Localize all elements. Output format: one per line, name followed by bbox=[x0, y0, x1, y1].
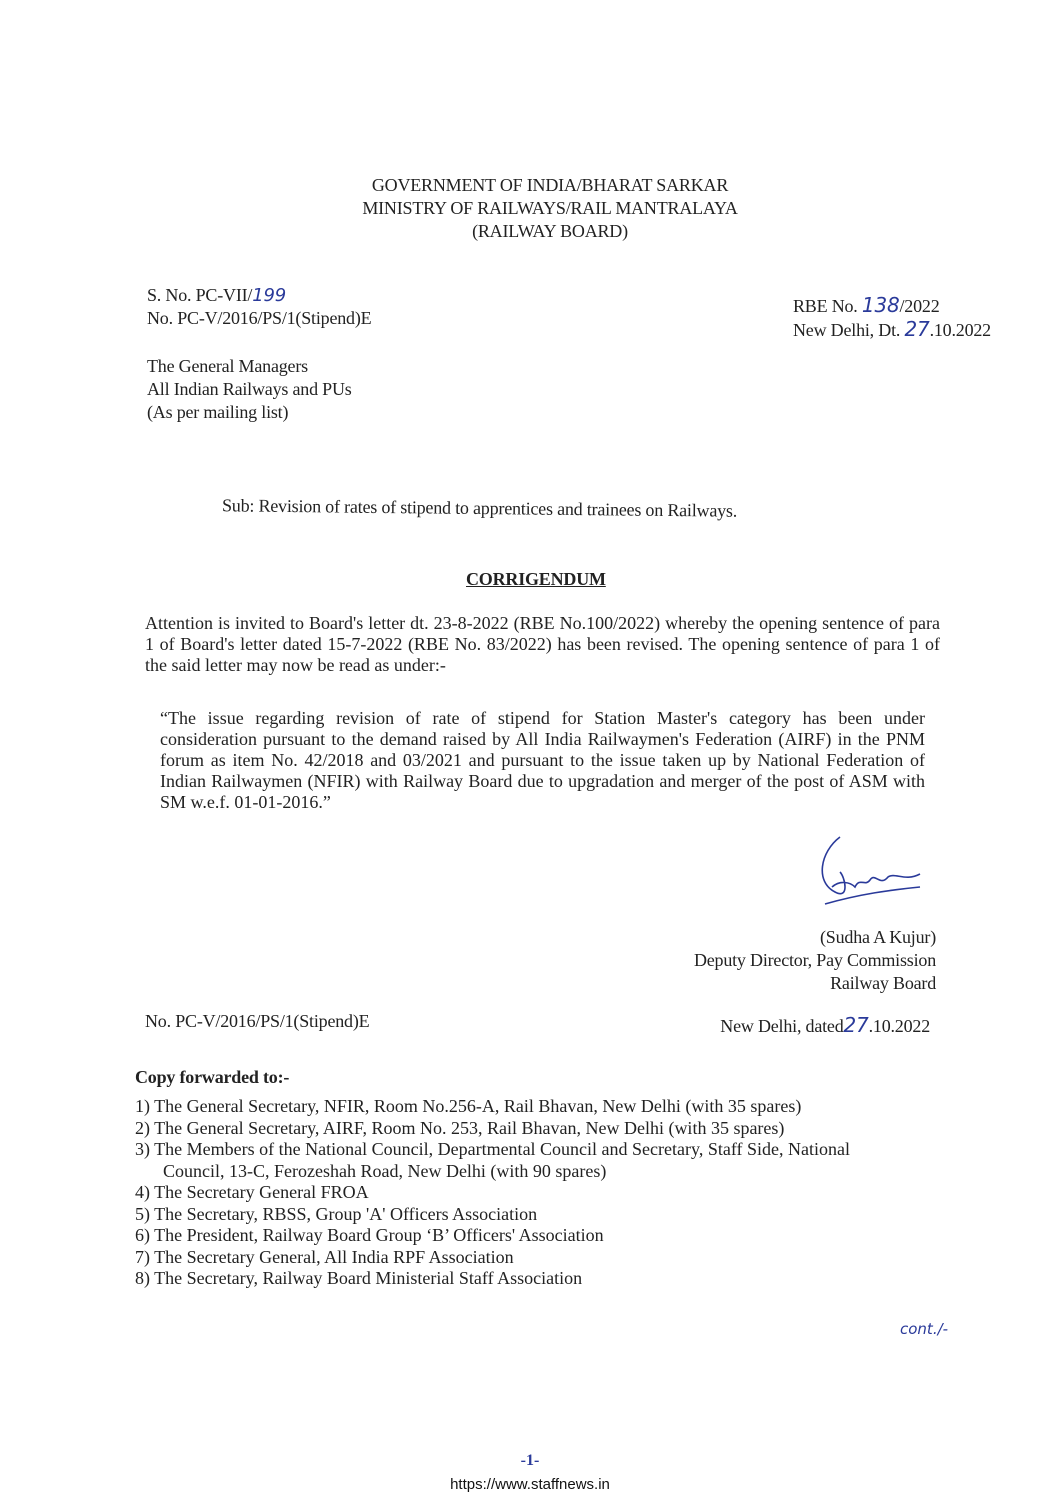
copy-heading: Copy forwarded to:- bbox=[135, 1067, 290, 1087]
letterhead-line-2: MINISTRY OF RAILWAYS/RAIL MANTRALAYA bbox=[362, 198, 738, 218]
signatory-name: (Sudha A Kujur) bbox=[820, 927, 936, 947]
copy-date-handwritten: 27 bbox=[843, 1013, 869, 1037]
list-item: 8) The Secretary, Railway Board Ministerial Staff Association bbox=[135, 1268, 583, 1288]
date-handwritten: 27 bbox=[904, 317, 930, 341]
list-item: 4) The Secretary General FROA bbox=[135, 1182, 369, 1202]
addressee-line: (As per mailing list) bbox=[147, 402, 289, 422]
date-prefix: New Delhi, Dt. bbox=[793, 320, 901, 340]
letterhead-line-3: (RAILWAY BOARD) bbox=[472, 221, 628, 241]
list-item: 2) The General Secretary, AIRF, Room No. 253, Rail Bhavan, New Delhi (with 35 spares) bbox=[135, 1117, 785, 1138]
signature-block bbox=[694, 926, 936, 995]
subject: Sub: Revision of rates of stipend to apprentices and trainees on Railways. bbox=[221, 495, 738, 521]
list-item: 6) The President, Railway Board Group ‘B’ Officers' Association bbox=[135, 1225, 604, 1245]
date-suffix: .10.2022 bbox=[929, 320, 991, 340]
file-number: No. PC-V/2016/PS/1(Stipend)E bbox=[147, 308, 372, 328]
body-paragraph: Attention is invited to Board's letter dt. 23-8-2022 (RBE No.100/2022) whereby the opening sentence of para 1 of Board's letter dated 15-7-2022 (RBE No. 83/2022) has been revised. The opening sentence of para 1 of the said letter may now be read as under:- bbox=[145, 613, 940, 675]
reference-right bbox=[793, 294, 991, 342]
addressee-line: All Indian Railways and PUs bbox=[147, 379, 352, 399]
serial-prefix: S. No. PC-VII/ bbox=[147, 285, 253, 305]
copy-date-suffix: .10.2022 bbox=[868, 1016, 930, 1036]
addressee bbox=[147, 355, 352, 424]
letterhead bbox=[300, 174, 800, 243]
signatory-designation: Deputy Director, Pay Commission bbox=[693, 950, 936, 970]
rbe-number bbox=[793, 294, 991, 318]
signature bbox=[810, 832, 930, 912]
rbe-prefix: RBE No. bbox=[793, 296, 858, 316]
heading-corrigendum: CORRIGENDUM bbox=[466, 569, 606, 589]
serial-number bbox=[147, 284, 371, 307]
quoted-paragraph: “The issue regarding revision of rate of stipend for Station Master's category has been under consideration pursuant to the demand raised by All India Railwaymen's Federation (AIRF) in the PNM forum as item No. 42/2018 and 03/2021 and pursuant to the issue taken up by National Federation of Indian Railwaymen (NFIR) with Railway Board due to upgradation and merger of the post of ASM with SM w.e.f. 01-01-2016.” bbox=[160, 708, 925, 812]
list-item: 5) The Secretary, RBSS, Group 'A' Officers Association bbox=[135, 1203, 538, 1224]
addressee-line: The General Managers bbox=[147, 356, 308, 376]
letterhead-line-1: GOVERNMENT OF INDIA/BHARAT SARKAR bbox=[371, 175, 729, 195]
copy-date bbox=[720, 1014, 930, 1038]
rbe-suffix: /2022 bbox=[899, 296, 940, 316]
signatory-office: Railway Board bbox=[830, 973, 936, 993]
list-item: 7) The Secretary General, All India RPF Association bbox=[135, 1246, 514, 1267]
footer-url[interactable]: https://www.staffnews.in bbox=[450, 1476, 610, 1493]
copy-list bbox=[135, 1096, 955, 1290]
list-item: 1) The General Secretary, NFIR, Room No.256-A, Rail Bhavan, New Delhi (with 35 spares) bbox=[135, 1096, 802, 1116]
rbe-handwritten: 138 bbox=[861, 293, 900, 317]
issue-date bbox=[793, 318, 991, 342]
copy-date-prefix: New Delhi, dated bbox=[720, 1016, 844, 1036]
serial-handwritten: 199 bbox=[252, 285, 286, 306]
list-item-continuation: Council, 13-C, Ferozeshah Road, New Delhi (with 90 spares) bbox=[163, 1160, 607, 1181]
copy-file-number: No. PC-V/2016/PS/1(Stipend)E bbox=[145, 1011, 370, 1031]
continued-mark: cont./- bbox=[900, 1320, 949, 1338]
page-number: -1- bbox=[520, 1452, 540, 1469]
list-item: 3) The Members of the National Council, Departmental Council and Secretary, Staff Side, National bbox=[135, 1139, 850, 1159]
reference-left bbox=[147, 284, 371, 330]
